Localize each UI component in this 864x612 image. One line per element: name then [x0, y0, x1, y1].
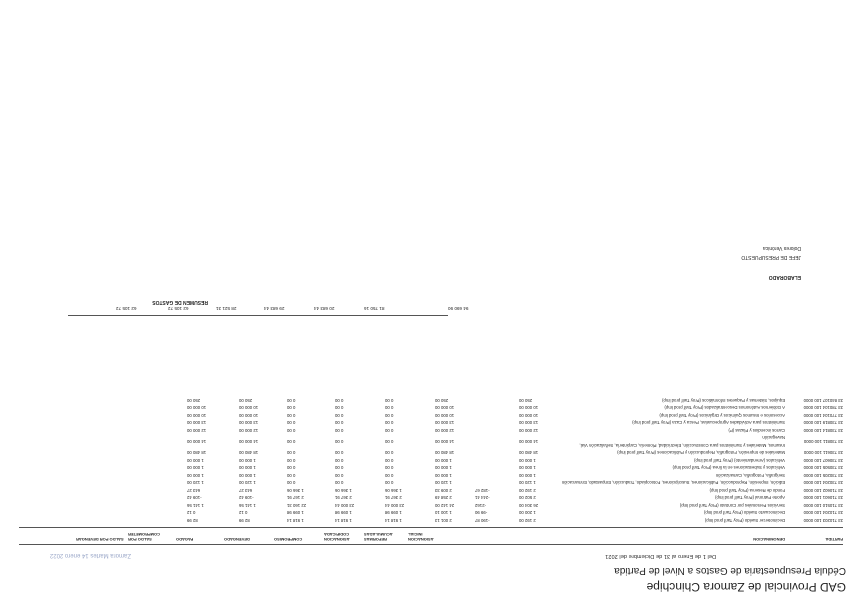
cell-saldo-devengar: 250 00	[187, 398, 201, 403]
cell-denominacion: A Gobiernos Autónomos Descentralizados (Proy Tarif prod lmp)	[664, 405, 785, 411]
table-row	[187, 449, 843, 457]
cell-saldo-comprometer: 643 27	[239, 488, 253, 493]
cell-denominacion: Edición, Impresión, Reproducción, Publicaciones, Suscripciones, Fotocopiado, Traducción, Empastado, Enmarcación	[561, 480, 785, 486]
cell-saldo-comprometer: 10 000 00	[239, 405, 259, 411]
cell-partida: 33 770104 100 0000	[803, 413, 843, 418]
cell-saldo-devengar: 1 000 00	[187, 473, 204, 478]
cell-saldo-devengar: 14 000 00	[187, 439, 207, 445]
table-row	[187, 427, 843, 435]
cell-saldo-devengar: -109 42	[187, 495, 202, 501]
cell-compromiso: 1 366 06	[385, 488, 402, 493]
col-devengado: DEVENGADO	[224, 537, 250, 542]
cell-partida: 33 730814 100 0000	[803, 428, 843, 433]
cell-devengado: 1 366 06	[335, 488, 352, 493]
col-asignacion-inicial: ASIGNACION INICIAL	[408, 532, 434, 542]
organization-title: GAD Provincial de Zamora Chinchipe	[646, 580, 846, 594]
cell-denominacion: Accesorios e Insumos Químicos y Orgánicos (Proy Tarif prod lmp)	[659, 413, 785, 418]
cell-asignacion-inicial: 10 000 00	[519, 405, 539, 411]
total-saldo-devengar: 62 105 72	[116, 306, 137, 312]
cell-asignacion-inicial: 13 000 00	[519, 420, 539, 426]
cell-asignacion-codificada: 250 00	[435, 398, 449, 403]
col-asignacion-codificada: ASIGNACION CODIFICADA	[324, 532, 350, 542]
cell-pagado: 0 00	[287, 450, 296, 456]
cell-saldo-comprometer: 1 120 00	[239, 480, 256, 486]
cell-saldo-comprometer: 18 480 00	[239, 450, 259, 456]
cell-compromiso: 0 00	[385, 398, 394, 403]
cell-asignacion-codificada: 1 000 00	[435, 473, 452, 478]
cell-devengado: 0 00	[335, 413, 344, 418]
cell-reformas	[475, 397, 519, 405]
cell-asignacion-codificada: 1 000 00	[435, 458, 452, 463]
col-reformas: REFORMAS ACUMULADAS	[364, 532, 393, 542]
table-row	[187, 419, 843, 427]
cell-compromiso: 0 00	[385, 428, 394, 433]
cell-compromiso: 2 367 91	[385, 495, 402, 501]
cell-partida: 33 840107 100 0000	[803, 398, 843, 403]
cell-devengado: 0 00	[335, 405, 344, 411]
cell-asignacion-codificada: 12 000 00	[435, 428, 455, 433]
cell-devengado: 0 00	[335, 458, 344, 463]
cell-devengado: 0 00	[335, 398, 344, 403]
cell-denominacion: Fondo de Reserva (Proy Tarif prod lmp)	[709, 488, 785, 493]
print-stamp: Zamora Martes 14 enero 2022	[49, 552, 131, 558]
cell-reformas: -244 41	[475, 495, 490, 501]
cell-pagado: 1 366 06	[287, 488, 304, 493]
total-reformas	[404, 305, 448, 313]
cell-asignacion-inicial: 1 000 00	[519, 465, 536, 471]
cell-partida: 33 710204 100 0000	[803, 510, 843, 516]
summary-heading: RESUMEN DE GASTOS	[152, 299, 208, 305]
cell-saldo-devengar: 18 480 00	[187, 450, 207, 456]
cell-saldo-devengar: 1 000 00	[187, 465, 204, 471]
cell-asignacion-inicial: 2 502 00	[519, 495, 536, 501]
table-row	[187, 464, 843, 472]
cell-compromiso: 0 00	[385, 413, 394, 418]
cell-reformas: -182 67	[475, 488, 490, 493]
cell-pagado: 2 167 91	[287, 495, 304, 501]
cell-compromiso: 1 099 98	[385, 510, 402, 516]
table-row	[187, 517, 843, 525]
cell-saldo-devengar: 0 12	[187, 510, 196, 516]
cell-compromiso: 0 00	[385, 473, 394, 478]
prepared-by-label: ELABORADO	[768, 274, 801, 280]
cell-saldo-comprometer: 13 000 00	[239, 420, 259, 426]
cell-asignacion-inicial: 14 000 00	[519, 439, 539, 445]
cell-saldo-comprometer: 1 000 00	[239, 465, 256, 471]
cell-denominacion: Suministros para Actividades Agropecuarias, Pesca y Caza (Proy Tarif prod lmp)	[632, 420, 785, 426]
cell-compromiso: 0 00	[385, 405, 394, 411]
cell-devengado: 0 00	[335, 420, 344, 426]
cell-pagado: 22 160 31	[287, 503, 307, 508]
cell-pagado: 0 00	[287, 398, 296, 403]
cell-saldo-comprometer: 14 000 00	[239, 439, 259, 445]
cell-saldo-comprometer: 0 12	[239, 510, 248, 516]
cell-saldo-comprometer: 82 99	[239, 518, 250, 523]
col-saldo-comprometer: SALDO POR COMPROMETER	[128, 532, 160, 542]
cell-saldo-devengar: 1 120 00	[187, 480, 204, 486]
cell-asignacion-inicial: 26 304 00	[519, 503, 539, 508]
cell-asignacion-codificada: 1 120 00	[435, 480, 452, 486]
totals-row	[116, 305, 559, 313]
cell-asignacion-codificada: 10 000 00	[435, 413, 455, 418]
table-row	[187, 509, 843, 517]
cell-asignacion-codificada: 13 000 00	[435, 420, 455, 426]
cell-reformas	[475, 449, 519, 457]
cell-pagado: 0 00	[287, 428, 296, 433]
table-row	[187, 502, 843, 510]
cell-saldo-devengar: 1 141 56	[187, 503, 204, 508]
cell-asignacion-inicial: 18 480 00	[519, 450, 539, 456]
table-row	[187, 412, 843, 420]
cell-compromiso: 0 00	[385, 420, 394, 426]
cell-denominacion: Materiales de Impresión, Fotografía, Reproducción y Publicaciones (Proy Tarif prod lmp)	[617, 450, 785, 456]
cell-asignacion-inicial: 2 192 00	[519, 518, 536, 523]
cell-asignacion-inicial: 250 00	[519, 398, 533, 403]
cell-asignacion-inicial: 1 000 00	[519, 458, 536, 463]
cell-asignacion-codificada: 24 142 00	[435, 503, 455, 508]
cell-devengado: 0 00	[335, 450, 344, 456]
cell-denominacion: Aporte Patronal (Proy Tarif prod lmp)	[715, 495, 785, 501]
cell-pagado: 0 00	[287, 473, 296, 478]
cell-devengado: 1 099 98	[335, 510, 352, 516]
cell-saldo-comprometer: 250 00	[239, 398, 253, 403]
cell-devengado: 0 00	[335, 480, 344, 486]
cell-compromiso: 0 00	[385, 480, 394, 486]
total-saldo-comprometer: 62 105 72	[168, 306, 189, 312]
cell-denominacion: Vehículos y Subestaciones en la línea (Proy Tarif prod lmp)	[672, 465, 785, 471]
cell-partida: 33 730205 100 0000	[803, 473, 843, 478]
cell-devengado: 2 367 91	[335, 495, 352, 501]
cell-saldo-comprometer: 1 141 56	[239, 503, 256, 508]
cell-devengado: 23 000 44	[335, 503, 355, 508]
table-row	[187, 487, 843, 495]
cell-asignacion-codificada: 2 258 49	[435, 495, 452, 501]
cell-pagado: 0 00	[287, 405, 296, 411]
cell-reformas	[475, 404, 519, 412]
table-row	[187, 472, 843, 480]
cell-reformas	[475, 464, 519, 472]
cell-reformas	[475, 479, 519, 487]
cell-asignacion-codificada: 2 001 13	[435, 518, 452, 523]
cell-saldo-devengar: 13 000 00	[187, 420, 207, 426]
cell-saldo-devengar: 10 000 00	[187, 413, 207, 418]
cell-compromiso: 0 00	[385, 465, 394, 471]
cell-asignacion-inicial: 2 192 00	[519, 488, 536, 493]
col-compromiso: COMPROMISO	[274, 537, 303, 542]
cell-devengado: 0 00	[335, 428, 344, 433]
cell-reformas	[475, 427, 519, 435]
cell-devengado: 1 918 14	[335, 518, 352, 523]
cell-pagado: 0 00	[287, 439, 296, 445]
cell-denominacion: Serigrafía, Fotografía, Camarización	[715, 473, 785, 478]
cell-saldo-comprometer: 12 000 00	[239, 428, 259, 433]
cell-partida: 33 730611 100 0000	[803, 450, 843, 456]
cell-saldo-comprometer: 10 000 00	[239, 413, 259, 418]
total-codificada: 81 750 16	[364, 306, 385, 312]
cell-reformas: -99 90	[475, 510, 488, 516]
cell-partida: 33 710510 100 0000	[803, 503, 843, 508]
cell-saldo-comprometer: -109 42	[239, 495, 254, 501]
total-compromiso: 20 683 44	[314, 306, 335, 312]
cell-denominacion: Vehículos (Arrendamiento) (Proy Tarif prod lmp)	[694, 458, 785, 463]
budget-table	[187, 397, 843, 525]
cell-reformas	[475, 419, 519, 427]
total-pagado: 28 521 31	[216, 306, 237, 312]
cell-reformas	[475, 434, 519, 449]
table-row	[187, 397, 843, 405]
cell-partida: 33 730607 100 0000	[803, 458, 843, 463]
col-partida: PARTIDA	[825, 537, 843, 542]
table-row	[187, 457, 843, 465]
cell-denominacion: Insumos, Materiales y Suministros para Construcción, Electricidad, Plomería, Carpintería, Señalización Vial, Navegación	[579, 435, 785, 448]
cell-denominacion: Decimocuarto Sueldo (Proy Tarif prod lmp)	[703, 510, 785, 516]
cell-partida: 33 780104 100 0000	[803, 405, 843, 411]
col-saldo-devengar: SALDO POR DEVENGAR	[76, 537, 124, 542]
cell-partida: 33 730819 100 0000	[803, 420, 843, 426]
header-rule-top	[19, 544, 843, 545]
col-pagado: PAGADO	[176, 537, 194, 542]
col-denominacion: DENOMINACION	[753, 537, 785, 542]
cell-partida: 33 730505 100 0000	[803, 465, 843, 471]
cell-partida: 33 730204 100 0000	[803, 480, 843, 486]
cell-asignacion-inicial: 1 000 00	[519, 473, 536, 478]
cell-compromiso: 0 00	[385, 439, 394, 445]
cell-devengado: 0 00	[335, 439, 344, 445]
cell-devengado: 0 00	[335, 465, 344, 471]
cell-asignacion-codificada: 18 480 00	[435, 450, 455, 456]
cell-saldo-devengar: 643 27	[187, 488, 201, 493]
cell-compromiso: 1 918 14	[385, 518, 402, 523]
cell-denominacion: Decimotercer Sueldo (Proy Tarif prod lmp)	[704, 518, 785, 523]
cell-pagado: 0 00	[287, 458, 296, 463]
cell-reformas	[475, 457, 519, 465]
header-rule-bottom	[19, 527, 843, 528]
cell-asignacion-codificada: 1 000 00	[435, 465, 452, 471]
cell-compromiso: 0 00	[385, 450, 394, 456]
cell-denominacion: Carros incendios y Plazas (P)	[728, 428, 785, 433]
total-inicial: 94 690 90	[448, 306, 469, 312]
cell-partida: 33 710203 100 0000	[803, 518, 843, 523]
cell-asignacion-inicial: 1 200 00	[519, 510, 536, 516]
cell-pagado: 0 00	[287, 480, 296, 486]
table-row	[187, 404, 843, 412]
signer-name: Dolores Verónica	[762, 245, 801, 251]
signer-role: JEFE DE PRESUPUESTO	[741, 254, 801, 260]
cell-pagado: 0 00	[287, 420, 296, 426]
cell-saldo-devengar: 12 000 00	[187, 428, 207, 433]
cell-denominacion: Servicios Personales por Contrato (Proy Tarif prod lmp)	[679, 503, 785, 508]
cell-asignacion-inicial: 1 120 00	[519, 480, 536, 486]
cell-compromiso: 23 000 44	[385, 503, 405, 508]
cell-reformas	[475, 412, 519, 420]
cell-asignacion-codificada: 14 000 00	[435, 439, 455, 445]
table-row	[187, 434, 843, 449]
cell-compromiso: 0 00	[385, 458, 394, 463]
cell-asignacion-codificada: 1 100 10	[435, 510, 452, 516]
report-period: Del 1 de Enero al 31 de Diciembre del 2021	[605, 553, 716, 559]
cell-asignacion-inicial: 12 000 00	[519, 428, 539, 433]
cell-partida: 33 710601 100 0000	[803, 495, 843, 501]
total-devengado: 29 683 44	[264, 306, 285, 312]
cell-saldo-devengar: 10 000 00	[187, 405, 207, 411]
cell-asignacion-inicial: 10 000 00	[519, 413, 539, 418]
cell-denominacion: Equipos, Sistemas y Paquetes Informáticos (Proy Tarif prod lmp)	[662, 398, 785, 403]
cell-reformas: -2162	[475, 503, 486, 508]
cell-saldo-devengar: 1 000 00	[187, 458, 204, 463]
cell-saldo-comprometer: 1 000 00	[239, 473, 256, 478]
report-title: Cédula Presupuestaria de Gastos a Nivel de Partida	[614, 565, 846, 576]
cell-pagado: 1 918 14	[287, 518, 304, 523]
cell-reformas	[475, 472, 519, 480]
cell-asignacion-codificada: 10 000 00	[435, 405, 455, 411]
cell-pagado: 0 00	[287, 413, 296, 418]
cell-pagado: 1 099 98	[287, 510, 304, 516]
cell-asignacion-codificada: 2 009 33	[435, 488, 452, 493]
totals-rule	[68, 315, 448, 316]
cell-pagado: 0 00	[287, 465, 296, 471]
cell-partida: 33 710602 100 0000	[803, 488, 843, 493]
cell-partida: 33 730811 100 0000	[803, 439, 843, 445]
cell-saldo-comprometer: 1 000 00	[239, 458, 256, 463]
cell-devengado: 0 00	[335, 473, 344, 478]
cell-reformas: -190 87	[475, 518, 490, 523]
table-row	[187, 494, 843, 502]
cell-saldo-devengar: 82 99	[187, 518, 198, 523]
table-row	[187, 479, 843, 487]
